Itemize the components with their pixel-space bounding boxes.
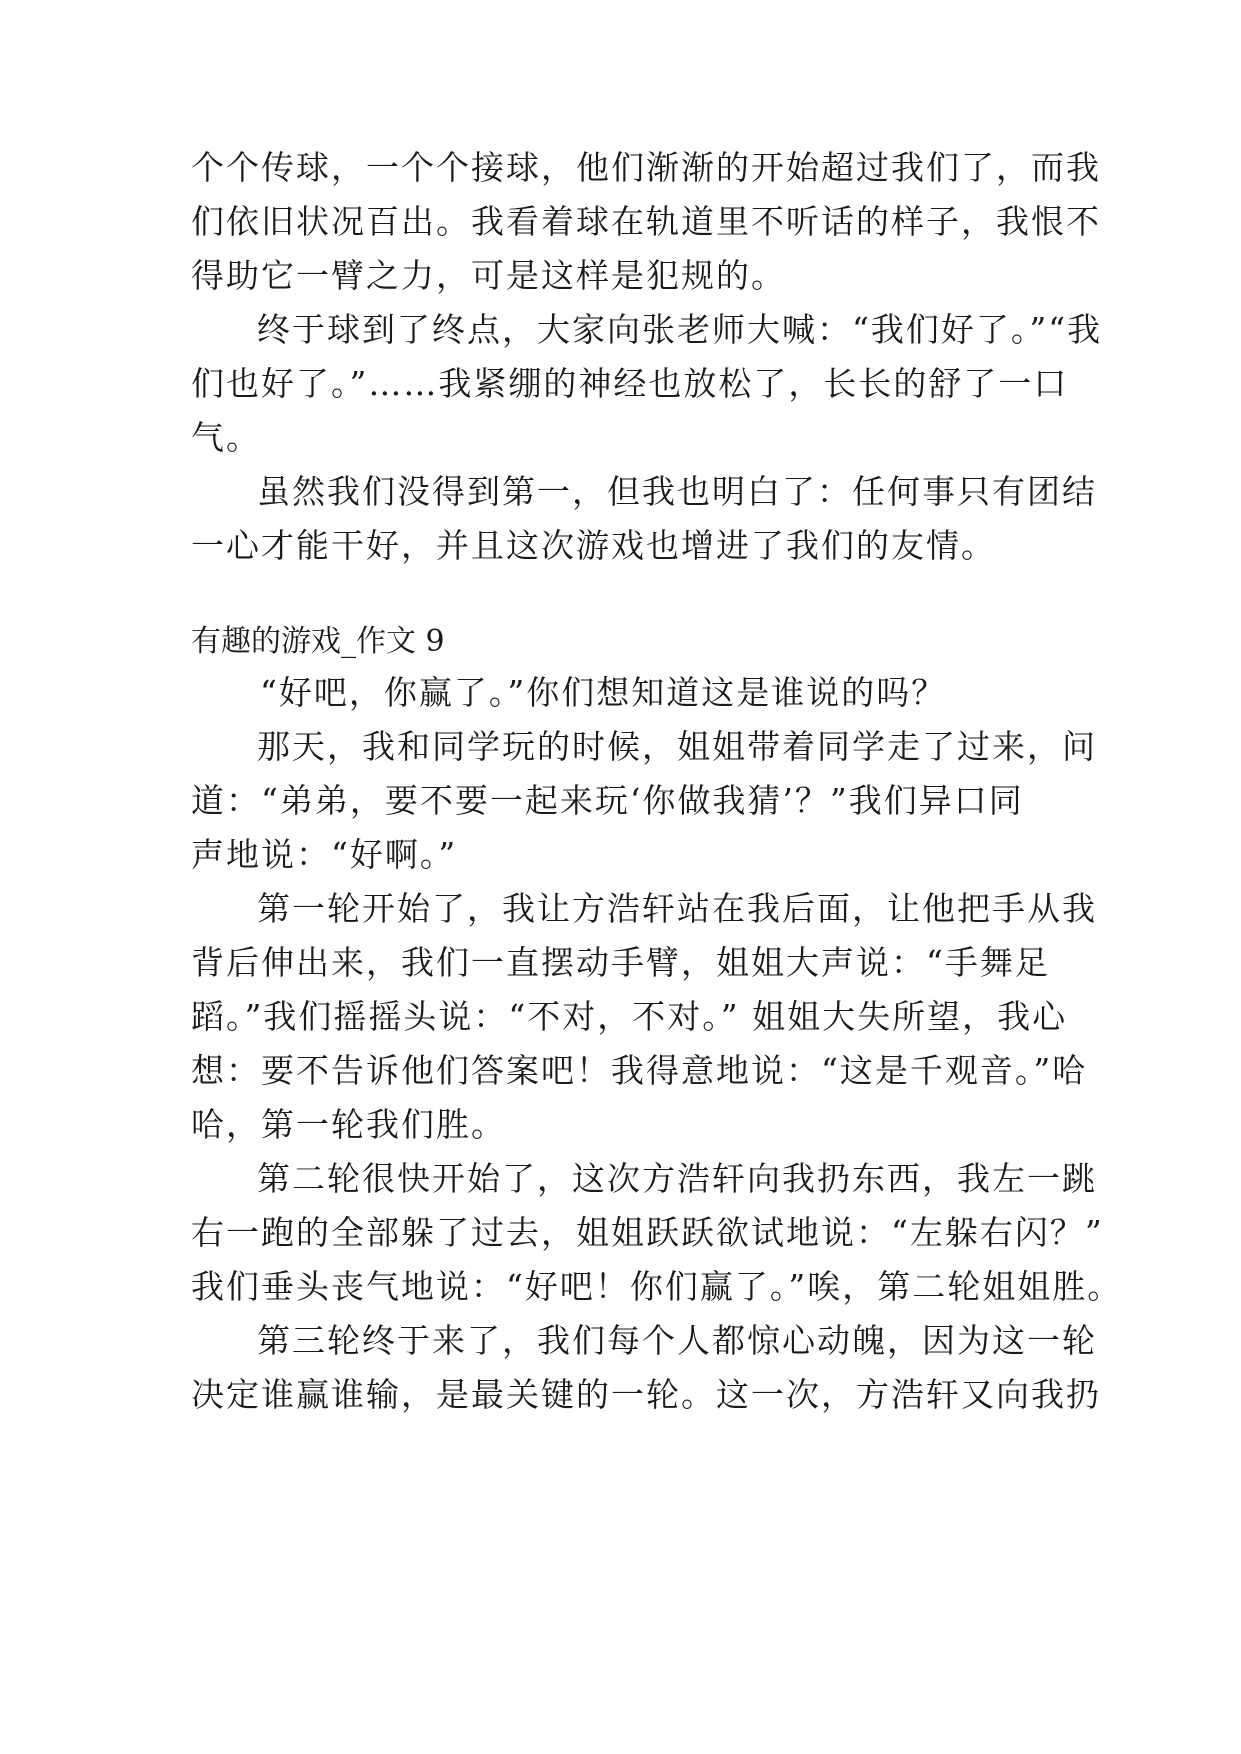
text-line: 背后伸出来，我们一直摆动手臂，姐姐大声说：“手舞足 [191,943,1050,982]
text-line: 哈，第一轮我们胜。 [191,1105,506,1144]
text-line: 决定谁赢谁输，是最关键的一轮。这一次，方浩轩又向我扔 [191,1375,1101,1414]
text-line: 第二轮很快开始了，这次方浩轩向我扔东西，我左一跳 [257,1159,1097,1198]
text-line: 们也好了。”……我紧绷的神经也放松了，长长的舒了一口 [191,364,1069,403]
text-line: 声地说：“好啊。” [191,835,458,874]
text-line: 一心才能干好，并且这次游戏也增进了我们的友情。 [191,526,996,565]
text-line: 想：要不告诉他们答案吧！我得意地说：“这是千观音。”哈 [191,1051,1088,1090]
text-line: 那天，我和同学玩的时候，姐姐带着同学走了过来，问 [257,727,1097,766]
text-line: 气。 [191,418,261,457]
text-line: 们依旧状况百出。我看着球在轨道里不听话的样子，我恨不 [191,202,1101,241]
text-line: 道：“弟弟，要不要一起来玩‘你做我猜’？”我们异口同 [191,781,1024,820]
text-line: 虽然我们没得到第一，但我也明白了：任何事只有团结 [257,472,1097,511]
section-title: 有趣的游戏_作文 9 [191,624,445,659]
text-line: 第三轮终于来了，我们每个人都惊心动魄，因为这一轮 [257,1321,1097,1360]
text-line: 得助它一臂之力，可是这样是犯规的。 [191,256,786,295]
text-line: 右一跑的全部躲了过去，姐姐跃跃欲试地说：“左躲右闪？” [191,1213,1104,1252]
text-line: 蹈。”我们摇摇头说：“不对，不对。” 姐姐大失所望，我心 [191,997,1068,1036]
text-line: 我们垂头丧气地说：“好吧！你们赢了。”唉，第二轮姐姐胜。 [191,1267,1123,1306]
text-line: “好吧，你赢了。”你们想知道这是谁说的吗？ [260,673,947,712]
text-line: 第一轮开始了，我让方浩轩站在我后面，让他把手从我 [257,889,1097,928]
text-line: 终于球到了终点，大家向张老师大喊：“我们好了。”“我 [257,310,1103,349]
text-line: 个个传球，一个个接球，他们渐渐的开始超过我们了，而我 [191,148,1101,187]
